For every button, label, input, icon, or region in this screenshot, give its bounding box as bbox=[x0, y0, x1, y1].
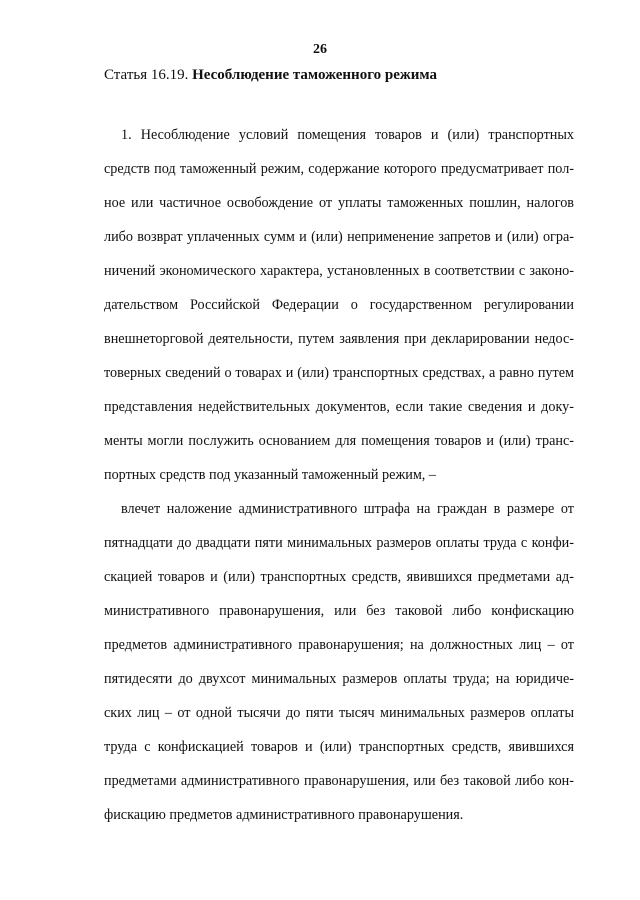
paragraph-line: дательством Российской Федерации о государственном регулировании bbox=[104, 297, 574, 313]
article-heading bbox=[104, 67, 437, 84]
paragraph-line: либо возврат уплаченных сумм и (или) неприменение запретов и (или) огра- bbox=[104, 229, 574, 245]
paragraph-line: внешнеторговой деятельности, путем заявления при декларировании недос- bbox=[104, 331, 574, 347]
paragraph-line: ное или частичное освобождение от уплаты таможенных пошлин, налогов bbox=[104, 195, 574, 211]
paragraph-line: 1. Несоблюдение условий помещения товаров и (или) транспортных bbox=[121, 127, 574, 143]
paragraph-line: фискацию предметов административного правонарушения. bbox=[104, 807, 464, 823]
article-label: Статья 16.19. bbox=[104, 67, 189, 83]
paragraph-line: товерных сведений о товарах и (или) транспортных средствах, а равно путем bbox=[104, 365, 574, 381]
paragraph-line: влечет наложение административного штрафа на граждан в размере от bbox=[121, 501, 574, 517]
paragraph-line: представления недействительных документов, если такие сведения и доку- bbox=[104, 399, 574, 415]
paragraph-line: средств под таможенный режим, содержание которого предусматривает пол- bbox=[104, 161, 574, 177]
article-body bbox=[104, 118, 574, 832]
paragraph-line: скацией товаров и (или) транспортных средств, явившихся предметами ад- bbox=[104, 569, 574, 585]
paragraph-line: пятнадцати до двадцати пяти минимальных размеров оплаты труда с конфи- bbox=[104, 535, 574, 551]
paragraph-line: министративного правонарушения, или без таковой либо конфискацию bbox=[104, 603, 574, 619]
paragraph-line: предметов административного правонарушения; на должностных лиц – от bbox=[104, 637, 574, 653]
paragraph-line: труда с конфискацией товаров и (или) транспортных средств, явившихся bbox=[104, 739, 574, 755]
paragraph-line: ничений экономического характера, установленных в соответствии с законо- bbox=[104, 263, 574, 279]
paragraph-line: менты могли послужить основанием для помещения товаров и (или) транс- bbox=[104, 433, 574, 449]
article-title: Несоблюдение таможенного режима bbox=[192, 67, 438, 83]
paragraph-line: ских лиц – от одной тысячи до пяти тысяч минимальных размеров оплаты bbox=[104, 705, 574, 721]
page-number: 26 bbox=[313, 42, 327, 57]
paragraph-line: пятидесяти до двухсот минимальных размеров оплаты труда; на юридиче- bbox=[104, 671, 574, 687]
paragraph-line: предметами административного правонарушения, или без таковой либо кон- bbox=[104, 773, 574, 789]
paragraph-line: портных средств под указанный таможенный режим, – bbox=[104, 467, 436, 483]
